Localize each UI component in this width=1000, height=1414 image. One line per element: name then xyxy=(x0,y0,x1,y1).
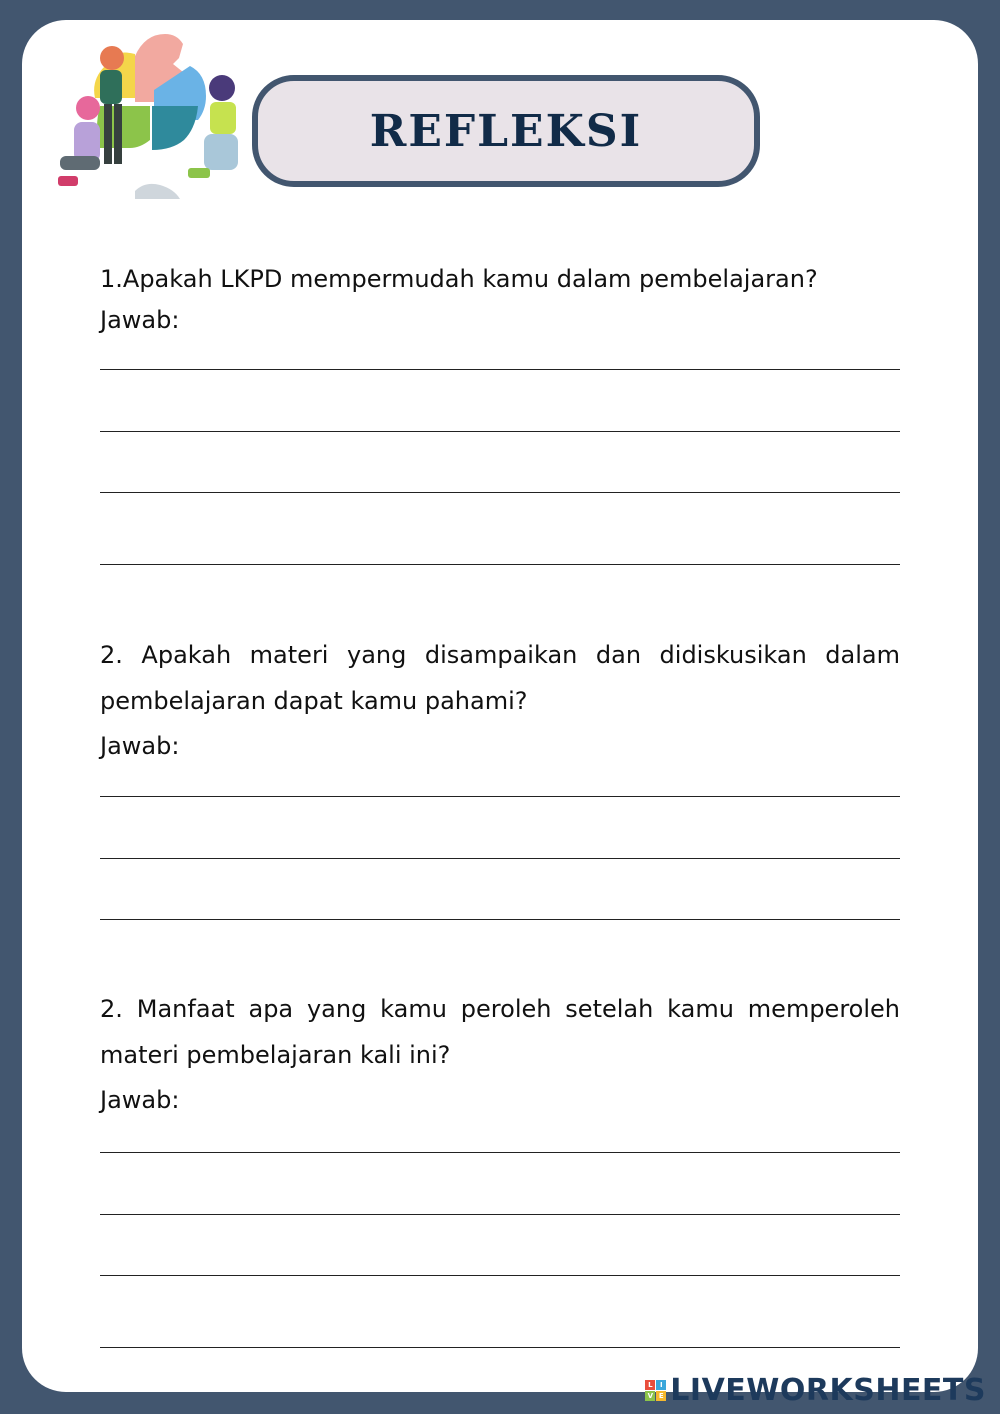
question-1-line-1: 1.Apakah LKPD mempermudah kamu dalam pembelajaran? xyxy=(100,265,818,293)
logo-letter: L xyxy=(645,1380,655,1390)
worksheet-page xyxy=(22,20,978,1392)
answer-line[interactable] xyxy=(100,1347,900,1348)
answer-label-2: Jawab: xyxy=(100,732,180,760)
question-3 xyxy=(100,986,900,1078)
puzzle-kids-illustration xyxy=(40,26,260,226)
liveworksheets-logo-icon xyxy=(645,1380,666,1401)
question-2-line-1: 2. Apakah materi yang disampaikan dan didiskusikan dalam xyxy=(100,641,900,669)
watermark-brand: LIVEWORKSHEETS xyxy=(670,1373,986,1408)
question-3-line-2: materi pembelajaran kali ini? xyxy=(100,1041,451,1069)
answer-label-3: Jawab: xyxy=(100,1086,180,1114)
question-3-line-1: 2. Manfaat apa yang kamu peroleh setelah kamu memperoleh xyxy=(100,995,900,1023)
page-title: REFLEKSI xyxy=(369,105,643,157)
answer-line[interactable] xyxy=(100,796,900,797)
answer-label-1: Jawab: xyxy=(100,306,180,334)
logo-letter: I xyxy=(656,1380,666,1390)
answer-line[interactable] xyxy=(100,1275,900,1276)
answer-line[interactable] xyxy=(100,492,900,493)
answer-line[interactable] xyxy=(100,564,900,565)
answer-line[interactable] xyxy=(100,858,900,859)
answer-line[interactable] xyxy=(100,1152,900,1153)
liveworksheets-watermark xyxy=(645,1373,986,1408)
answer-line[interactable] xyxy=(100,1214,900,1215)
answer-line[interactable] xyxy=(100,369,900,370)
question-1 xyxy=(100,256,900,302)
answer-line[interactable] xyxy=(100,919,900,920)
question-2-line-2: pembelajaran dapat kamu pahami? xyxy=(100,687,528,715)
title-banner xyxy=(252,75,760,187)
question-2 xyxy=(100,632,900,724)
answer-line[interactable] xyxy=(100,431,900,432)
logo-letter: V xyxy=(645,1391,655,1401)
logo-letter: E xyxy=(656,1391,666,1401)
